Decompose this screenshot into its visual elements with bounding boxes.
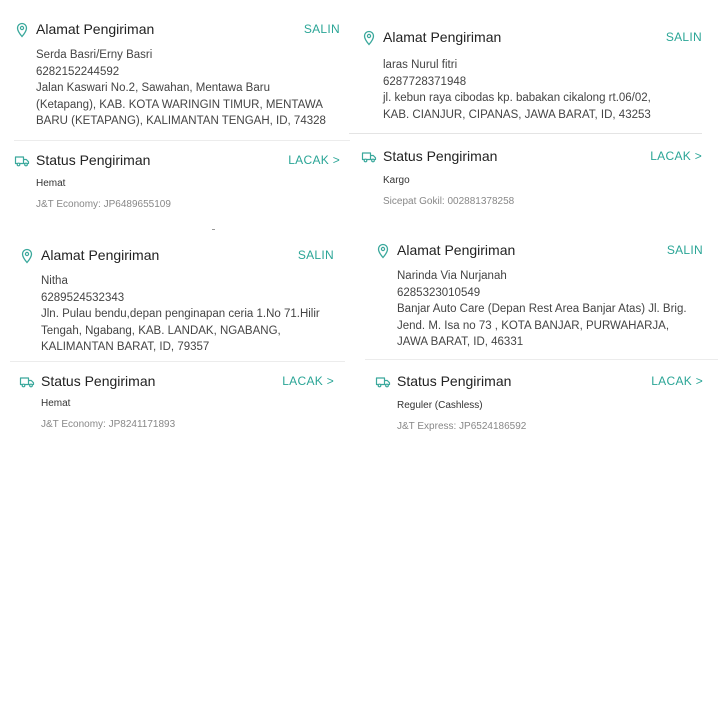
copy-address-button[interactable]: SALIN [666, 243, 703, 257]
recipient-phone: 6289524532343 [41, 291, 125, 304]
copy-address-button[interactable]: SALIN [297, 248, 334, 262]
recipient-phone: 6287728371948 [383, 75, 467, 88]
shipping-details [41, 397, 330, 432]
address-line: Jln. Pulau bendu,depan penginapan ceria 1.No 71.Hilir [41, 308, 320, 320]
address-details [36, 47, 336, 130]
recipient-phone: 6285323010549 [397, 286, 481, 299]
divider [14, 140, 350, 141]
address-line: BARU (KETAPANG), KALIMANTAN TENGAH, ID, 74328 [36, 115, 326, 127]
shipping-section [14, 151, 340, 221]
address-line: Jalan Kaswari No.2, Sawahan, Mentawa Baru [36, 82, 270, 94]
track-shipment-button[interactable]: LACAK > [288, 153, 340, 167]
shipping-title: Status Pengiriman [397, 373, 512, 389]
shipping-section [19, 372, 334, 436]
map-pin-icon [361, 30, 377, 46]
shipping-header [375, 372, 703, 394]
address-title: Alamat Pengiriman [397, 242, 516, 258]
shipping-details [397, 399, 699, 434]
recipient-name: laras Nurul fitri [383, 59, 458, 71]
track-shipment-button[interactable]: LACAK > [650, 149, 702, 163]
tracking-number: J&T Economy: JP6489655109 [36, 199, 171, 210]
address-details [383, 57, 698, 123]
shipping-header [19, 372, 334, 394]
address-header [361, 28, 702, 50]
recipient-name: Serda Basri/Erny Basri [36, 49, 153, 61]
address-line: jl. kebun raya cibodas kp. babakan cikalong rt.06/02, [383, 92, 651, 104]
shipping-section [375, 372, 703, 438]
map-pin-icon [19, 248, 35, 264]
address-details [397, 268, 699, 351]
address-line: Jend. M. Isa no 73 , KOTA BANJAR, PURWAHARJA, [397, 319, 670, 332]
tracking-number: Sicepat Gokil: 002881378258 [383, 196, 515, 207]
shipping-title: Status Pengiriman [36, 152, 151, 168]
copy-address-button[interactable]: SALIN [665, 30, 702, 44]
address-section [19, 246, 334, 358]
address-details [41, 273, 330, 356]
address-header [19, 246, 334, 268]
shipping-header [14, 151, 340, 173]
shipping-title: Status Pengiriman [41, 373, 156, 389]
address-line: JAWA BARAT, ID, 46331 [397, 336, 524, 348]
order-card-4 [375, 241, 703, 441]
divider [212, 229, 215, 230]
address-line: Tengah, Ngabang, KAB. LANDAK, NGABANG, [41, 324, 281, 337]
map-pin-icon [14, 22, 30, 38]
truck-icon [361, 149, 377, 165]
shipping-section [361, 147, 702, 217]
shipping-details [383, 174, 698, 209]
address-section [14, 20, 340, 132]
truck-icon [19, 374, 35, 390]
address-header [14, 20, 340, 42]
courier-service: Hemat [36, 178, 66, 189]
address-title: Alamat Pengiriman [41, 247, 160, 263]
address-line: KALIMANTAN BARAT, ID, 79357 [41, 341, 210, 353]
recipient-name: Narinda Via Nurjanah [397, 270, 507, 282]
copy-address-button[interactable]: SALIN [303, 22, 340, 36]
tracking-number: J&T Express: JP6524186592 [397, 421, 527, 432]
order-card-3 [19, 246, 334, 436]
divider [365, 359, 718, 360]
address-line: (Ketapang), KAB. KOTA WARINGIN TIMUR, MENTAWA [36, 98, 323, 111]
courier-service: Hemat [41, 398, 71, 409]
shipping-title: Status Pengiriman [383, 148, 498, 164]
shipping-header [361, 147, 702, 169]
address-title: Alamat Pengiriman [36, 21, 155, 37]
recipient-phone: 6282152244592 [36, 65, 120, 78]
address-title: Alamat Pengiriman [383, 29, 502, 45]
divider [10, 361, 345, 362]
address-header [375, 241, 703, 263]
recipient-name: Nitha [41, 275, 68, 287]
order-card-1 [14, 20, 340, 225]
order-card-2 [361, 28, 702, 218]
track-shipment-button[interactable]: LACAK > [651, 374, 703, 388]
courier-service: Kargo [383, 175, 410, 186]
address-section [375, 241, 703, 353]
address-line: KAB. CIANJUR, CIPANAS, JAWA BARAT, ID, 43253 [383, 108, 651, 121]
address-section [361, 28, 702, 128]
tracking-number: J&T Economy: JP8241171893 [41, 419, 176, 430]
divider [349, 133, 702, 134]
track-shipment-button[interactable]: LACAK > [282, 374, 334, 388]
map-pin-icon [375, 243, 391, 259]
truck-icon [14, 153, 30, 169]
shipping-details [36, 177, 336, 212]
courier-service: Reguler (Cashless) [397, 400, 483, 411]
address-line: Banjar Auto Care (Depan Rest Area Banjar Atas) Jl. Brig. [397, 303, 687, 315]
truck-icon [375, 374, 391, 390]
